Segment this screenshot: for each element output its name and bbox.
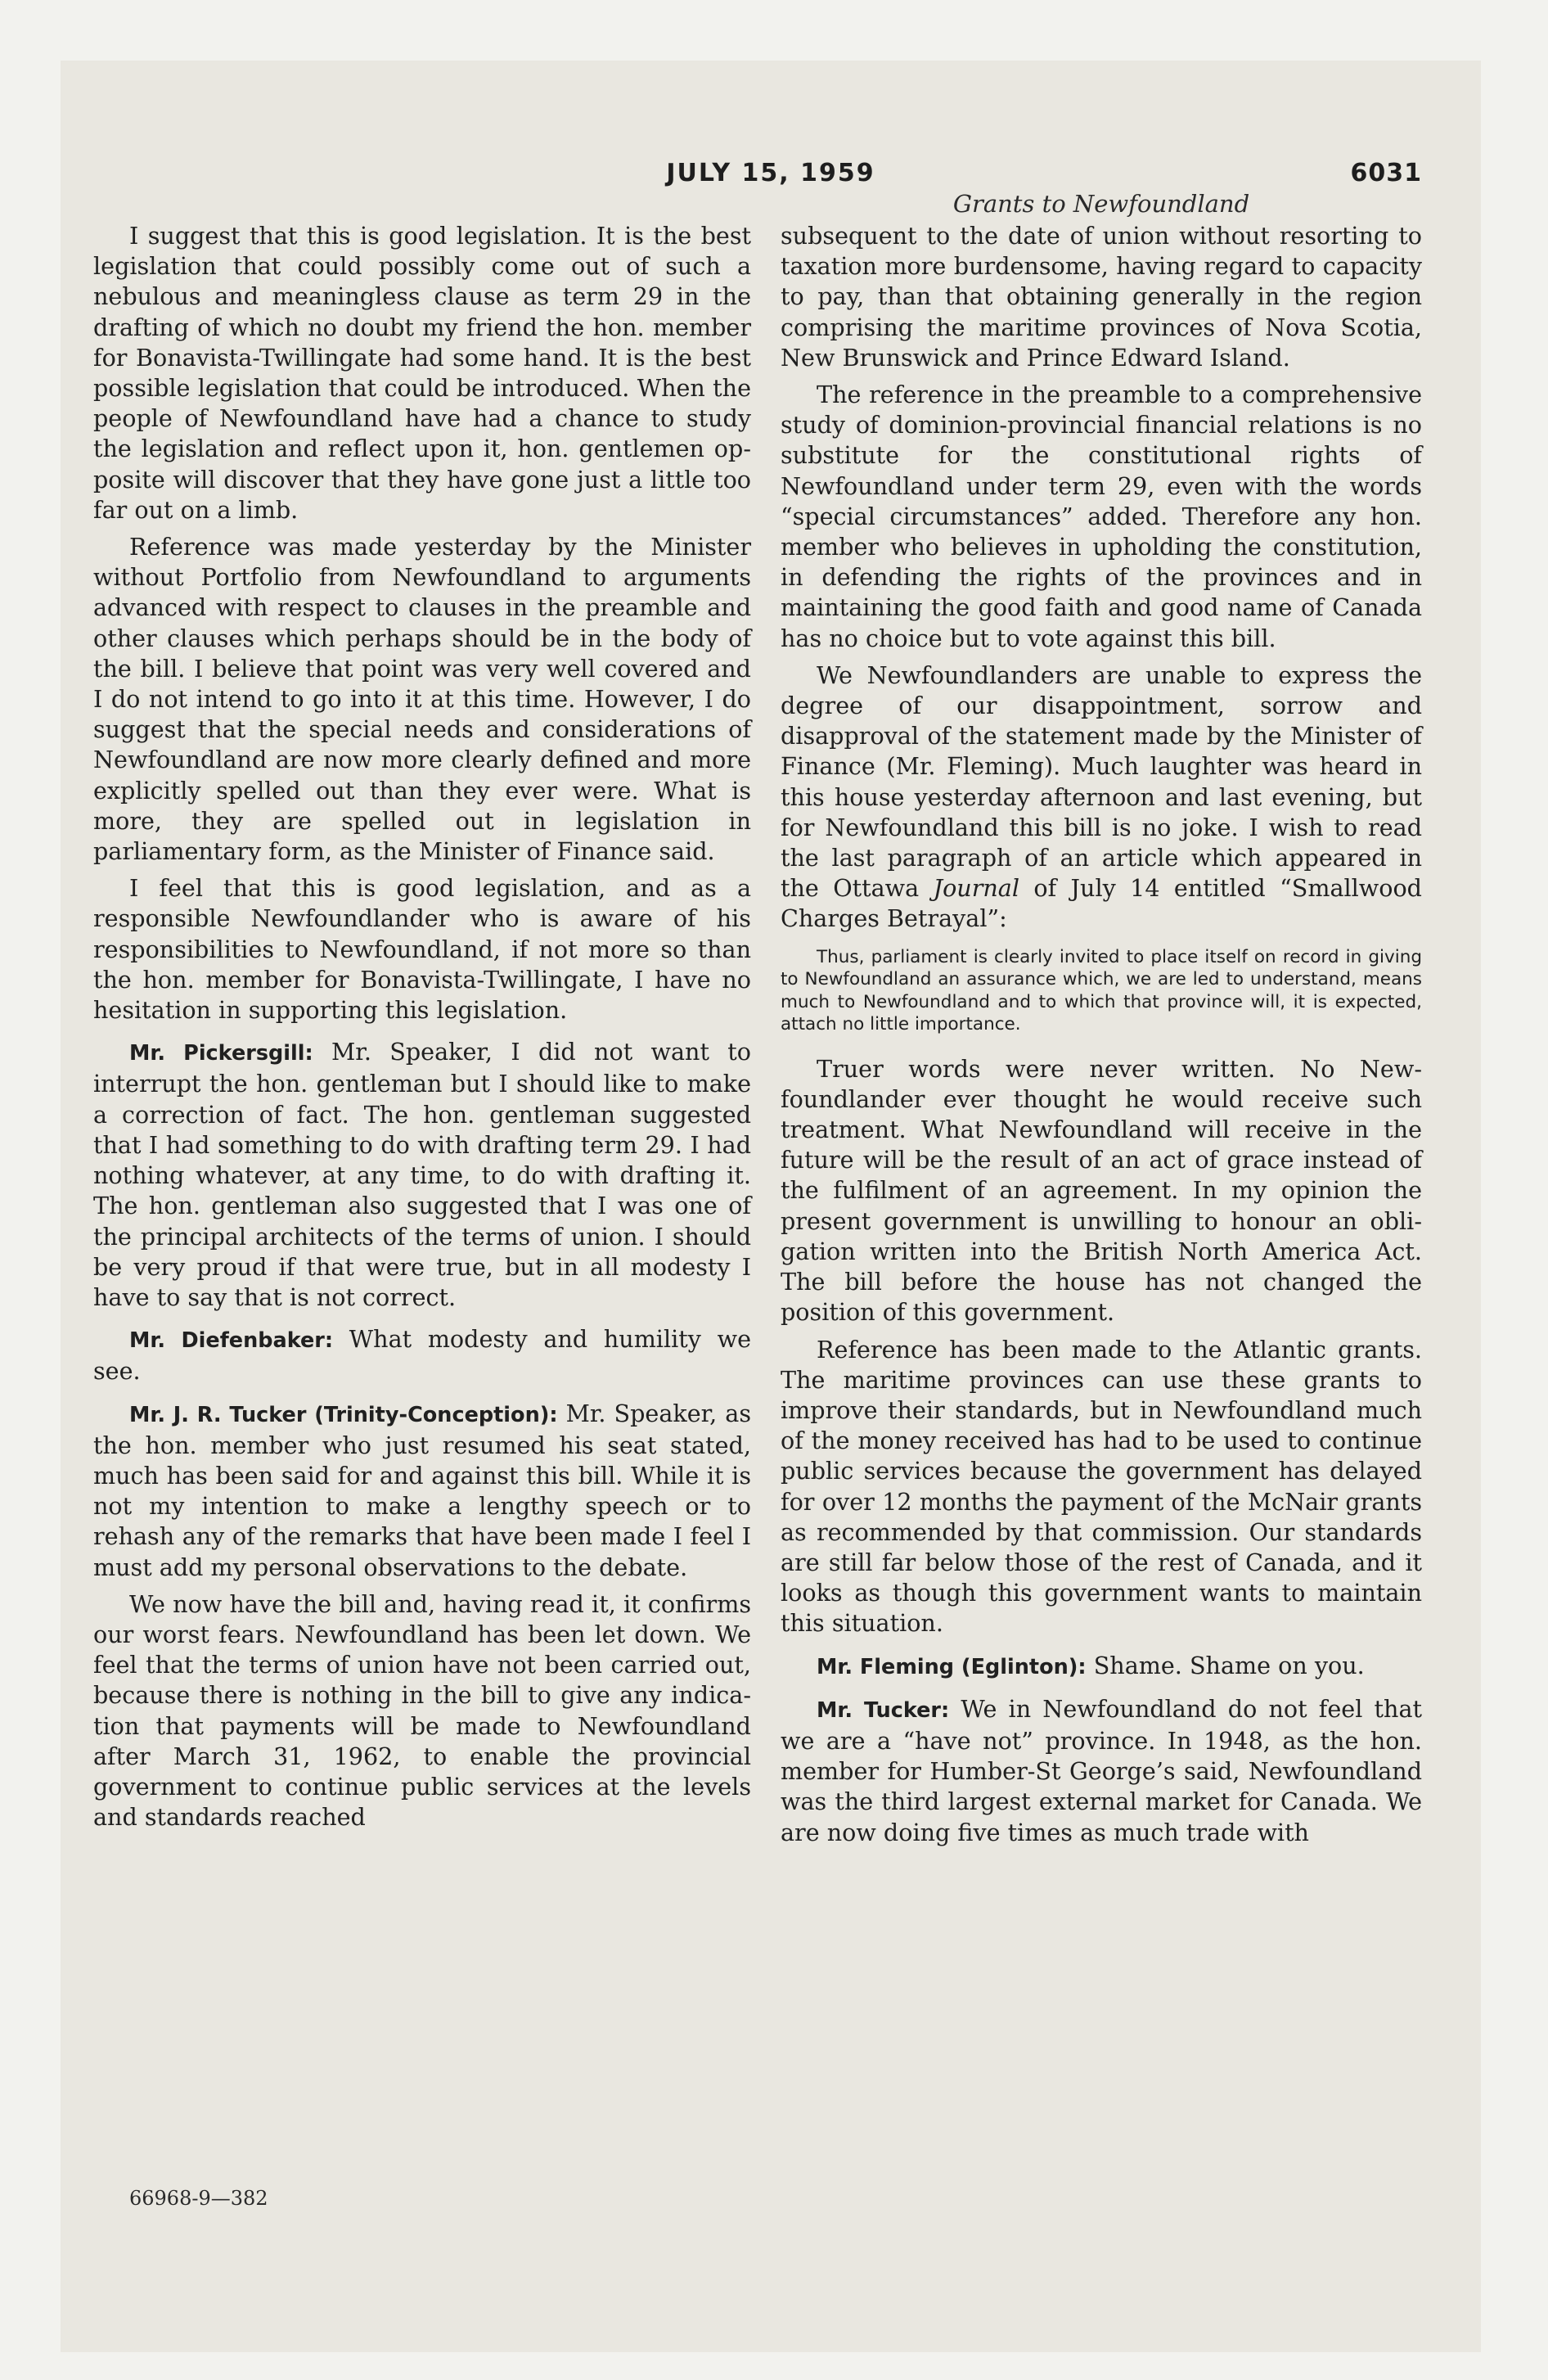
paragraph: I suggest that this is good legislation. It is the best legislation that could possibly come out of such a nebulous and meaningless clause as term 29 in the drafting of which no doubt my friend the hon. member for Bonavista-Twillingate had some hand. It is the best possible legislation that could be introduced. When the people of Newfoundland have had a chance to study the legislation and reflect upon it, hon. gentlemen opposite will discover that they have gone just a little too far out on a limb. bbox=[93, 222, 751, 524]
hansard-page bbox=[61, 61, 1481, 2352]
paragraph: Reference was made yesterday by the Minister without Portfolio from Newfoundland to arguments advanced with respect to clauses in the preamble and other clauses which perhaps should be in the body of the bill. I believe that point was very well covered and I do not intend to go into it at this time. However, I do suggest that the special needs and considerations of Newfoundland are now more clearly defined and more explicitly spelled out than they ever were. What is more, they are spelled out in legislation in parliamentary form, as the Minister of Finance said. bbox=[93, 533, 751, 866]
speech-text: Shame. Shame on you. bbox=[1093, 1651, 1365, 1679]
left-column bbox=[93, 221, 751, 1839]
speech-text: Mr. Speaker, as the hon. member who just resumed his seat stated, much has been said for and against this bill. While it is not my intention to make a lengthy speech or to rehash any of the remarks that have been made I feel I must add my personal observations to the debate. bbox=[93, 1399, 751, 1581]
speech-paragraph bbox=[93, 1324, 751, 1386]
speech-paragraph bbox=[93, 1399, 751, 1583]
print-code: 66968-9—382 bbox=[129, 2187, 268, 2210]
publication-title: Journal bbox=[933, 874, 1019, 903]
speech-text: What modesty and humility we see. bbox=[93, 1325, 751, 1386]
block-quote: Thus, parliament is clearly invited to place itself on record in giving to Newfoundland an assurance which, we are led to understand, means much to Newfoundland and to which that province will, it is expected, attach no little importance. bbox=[781, 946, 1422, 1035]
speech-paragraph bbox=[781, 1694, 1422, 1848]
column-heading: Grants to Newfoundland bbox=[952, 190, 1250, 218]
paragraph: Reference has been made to the Atlantic grants. The maritime provinces can use these grants to improve their standards, but in Newfoundland much of the money received has had to be used to continue public services because the government has delayed for over 12 months the payment of the McNair grants as recommended by that commission. Our standards are still far below those of the rest of Canada, and it looks as though this government wants to maintain this situation. bbox=[781, 1335, 1422, 1638]
speech-text: We in Newfoundland do not feel that we are a “have not” province. In 1948, as the hon. member for Humber-St George’s said, Newfoundland was the third largest external market for Canada. We are now doing five times as much trade with bbox=[781, 1694, 1422, 1846]
paragraph-continued: subsequent to the date of union without resorting to taxation more burdensome, having regard to capacity to pay, than that obtaining generally in the region comprising the maritime provinces of Nova Scotia, New Brunswick and Prince Edward Island. bbox=[781, 222, 1422, 372]
speech-paragraph bbox=[781, 1651, 1422, 1683]
speaker-name: Mr. Pickersgill: bbox=[129, 1041, 313, 1066]
paragraph: The reference in the preamble to a comprehensive study of dominion-provincial financial relations is no substitute for the constitutional rights of Newfoundland under term 29, even with the words “special circumstances” added. Therefore any hon. member who believes in upholding the constitution, in defending the rights of the provinces and in maintaining the good faith and good name of Canada has no choice but to vote against this bill. bbox=[781, 381, 1422, 652]
speaker-name: Mr. J. R. Tucker (Trinity-Conception): bbox=[129, 1402, 558, 1427]
page-date: JULY 15, 1959 bbox=[666, 159, 875, 187]
speech-paragraph bbox=[93, 1037, 751, 1313]
paragraph-text: We Newfoundlanders are unable to express the degree of our disappointment, sorrow and disapproval of the statement made by the Minister of Finance (Mr. Fleming). Much laughter was heard in this house yesterday afternoon and last evening, but for Newfoundland this bill is no joke. I wish to read the last paragraph of an article which appeared in the Ottawa bbox=[781, 660, 1422, 903]
speaker-name: Mr. Tucker: bbox=[817, 1697, 950, 1723]
paragraph: I feel that this is good legislation, and as a responsible Newfoundlander who is aware of his responsibilities to Newfoundland, if not more so than the hon. member for Bonavista-Twillingate, I have no hesitation in supporting this legislation. bbox=[93, 874, 751, 1025]
speaker-name: Mr. Fleming (Eglinton): bbox=[817, 1654, 1087, 1679]
speech-text: Mr. Speaker, I did not want to interrupt the hon. gentleman but I should like to make a correction of fact. The hon. gentleman suggested that I had something to do with drafting term 29. I had nothing whatever, at any time, to do with drafting it. The hon. gentleman also suggested that I was one of the principal architects of the terms of union. I should be very proud if that were true, but in all modesty I have to say that is not correct. bbox=[93, 1038, 751, 1311]
paragraph: Truer words were never written. No Newfoundlander ever thought he would receive such treatment. What Newfoundland will receive in the future will be the result of an act of grace instead of the fulfilment of an agreement. In my opinion the present government is unwilling to honour an obligation written into the British North America Act. The bill before the house has not changed the position of this government. bbox=[781, 1054, 1422, 1327]
paragraph-text: of July 14 entitled “Smallwood Charges Betrayal”: bbox=[781, 874, 1422, 933]
page-number: 6031 bbox=[1350, 159, 1422, 187]
right-column bbox=[781, 221, 1422, 1855]
paragraph bbox=[781, 660, 1422, 935]
speaker-name: Mr. Diefenbaker: bbox=[129, 1328, 334, 1354]
paragraph: We now have the bill and, having read it, it confirms our worst fears. Newfoundland has been let down. We feel that the terms of union have not been carried out, because there is nothing in the bill to give any indication that payments will be made to Newfoundland after March 31, 1962, to enable the provincial government to continue public services at the levels and standards reached bbox=[93, 1589, 751, 1832]
